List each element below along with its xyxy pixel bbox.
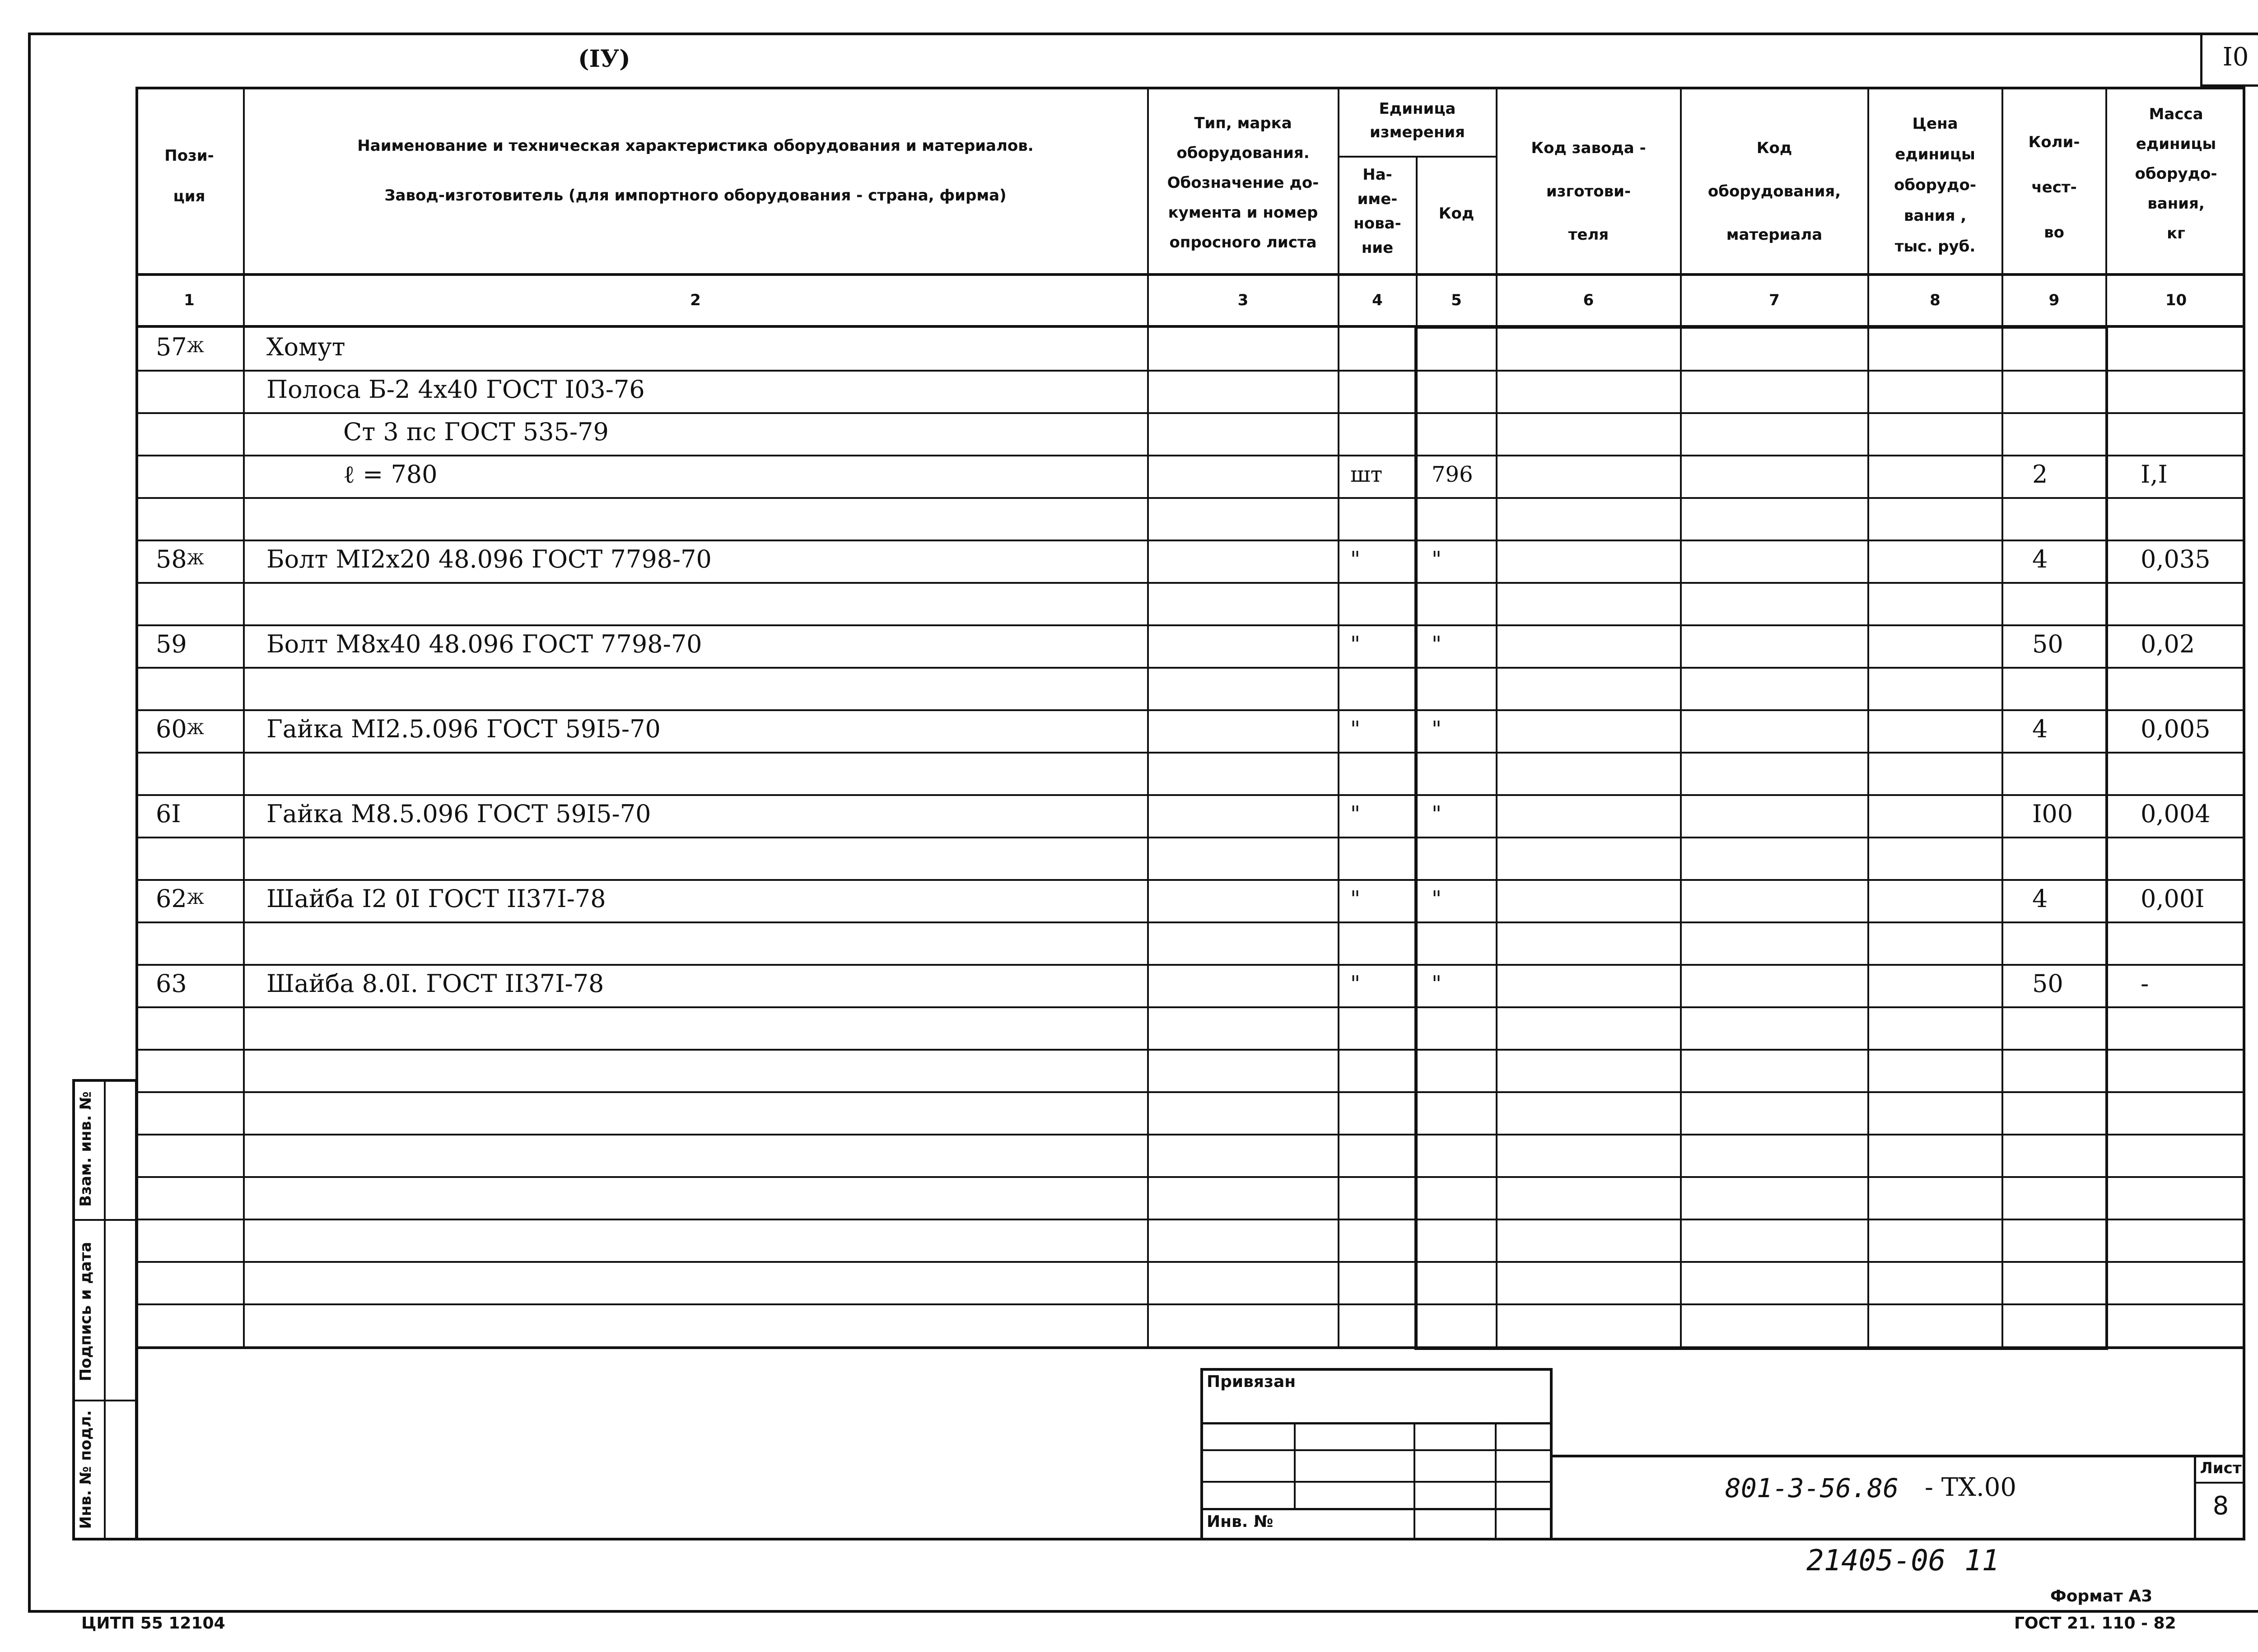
stamp-list-box — [2194, 1455, 2245, 1540]
stamp-vline-b — [1414, 1422, 1415, 1540]
header-col45-group: Единица измерения — [1370, 100, 1465, 141]
row-line — [135, 1303, 2245, 1305]
row-code: " — [1432, 547, 1442, 572]
handwritten-page: 11 — [1964, 1544, 2000, 1578]
header-col10: Масса единицы оборудо- вания, кг — [2135, 105, 2217, 242]
colnum-10: 10 — [2165, 291, 2187, 309]
side-strip-inner — [104, 1079, 106, 1540]
row-code: " — [1432, 717, 1442, 742]
colnum-9: 9 — [2048, 291, 2060, 309]
row-mark: Ж — [187, 550, 204, 568]
row-qty: 4 — [2032, 545, 2048, 573]
row-qty: 4 — [2032, 715, 2048, 743]
colnum-8: 8 — [1930, 291, 1941, 309]
col-line-2 — [1147, 87, 1149, 1346]
colnum-6: 6 — [1583, 291, 1594, 309]
row-name: Ст 3 пс ГОСТ 535-79 — [343, 418, 609, 446]
row-position: 59 — [156, 630, 187, 658]
stamp-doc-suffix: - ТХ.00 — [1925, 1473, 2016, 1502]
row-position: 63 — [156, 969, 187, 998]
body-bottom-line — [135, 1346, 2245, 1349]
header-col8: Цена единицы оборудо- вания , тыс. руб. — [1894, 115, 1976, 256]
row-name: Хомут — [266, 333, 345, 361]
row-line — [135, 964, 2245, 966]
header-col2-line2: Завод-изготовитель (для импортного оборудования - страна, фирма) — [384, 186, 1007, 205]
row-code: 796 — [1432, 462, 1473, 487]
side-label-vzam: Взам. инв. № — [77, 1091, 95, 1207]
row-name: Гайка М8.5.096 ГОСТ 59I5-70 — [266, 800, 651, 828]
top-label: (IУ) — [578, 45, 630, 73]
row-unit: " — [1350, 971, 1361, 996]
header-col7: Код оборудования, материала — [1707, 139, 1841, 244]
stamp-line-c — [1200, 1481, 1553, 1483]
row-mass: 0,02 — [2141, 630, 2195, 658]
row-line — [135, 1134, 2245, 1135]
stamp-line-b — [1200, 1449, 1553, 1451]
row-mass: 0,00I — [2141, 884, 2205, 913]
colnum-1: 1 — [184, 291, 195, 309]
row-line — [135, 624, 2245, 626]
stamp-line-d — [1200, 1508, 1553, 1510]
col-line-1 — [243, 87, 245, 1346]
row-code: " — [1432, 971, 1442, 996]
row-code: " — [1432, 801, 1442, 827]
row-line — [135, 370, 2245, 372]
handwritten-number: 21405-06 — [1806, 1544, 1946, 1578]
sheet-corner-box — [2200, 33, 2258, 87]
row-line — [135, 794, 2245, 796]
docblock-top-line — [1553, 1455, 2245, 1457]
side-label-podpis: Подпись и дата — [77, 1242, 95, 1382]
row-line — [135, 1176, 2245, 1178]
row-line — [135, 1261, 2245, 1263]
colnum-2: 2 — [690, 291, 701, 309]
stamp-line-a — [1200, 1422, 1553, 1424]
row-name: Болт М8х40 48.096 ГОСТ 7798-70 — [266, 630, 702, 658]
row-line — [135, 752, 2245, 754]
row-unit: " — [1350, 717, 1361, 742]
colnum-5: 5 — [1451, 291, 1462, 309]
row-line — [135, 540, 2245, 541]
row-name: Болт МI2х20 48.096 ГОСТ 7798-70 — [266, 545, 712, 573]
row-mass: 0,035 — [2141, 545, 2211, 573]
row-position: $62^Ж$ — [156, 884, 204, 913]
row-line — [135, 709, 2245, 711]
row-qty: 4 — [2032, 884, 2048, 913]
col-line-3 — [1338, 87, 1339, 1346]
header-col3: Тип, марка оборудования. Обозначение до- кумента и номер опросного листа — [1167, 114, 1319, 251]
row-line — [135, 921, 2245, 923]
row-code: " — [1432, 886, 1442, 912]
row-position: $58^Ж$ — [156, 545, 204, 573]
stamp-list-label: Лист — [2196, 1455, 2245, 1484]
row-mark: Ж — [187, 890, 204, 908]
row-position: $60^Ж$ — [156, 715, 204, 743]
stamp-list-number: 8 — [2212, 1491, 2229, 1521]
stamp-vline-c — [1495, 1422, 1497, 1540]
row-unit: " — [1350, 801, 1361, 827]
header-col5: Код — [1438, 205, 1474, 223]
row-name: Гайка МI2.5.096 ГОСТ 59I5-70 — [266, 715, 661, 743]
colnum-4: 4 — [1372, 291, 1383, 309]
sheet-corner-number: I0 — [2222, 42, 2249, 72]
stamp-vline-a — [1294, 1422, 1296, 1508]
row-name: Шайба 8.0I. ГОСТ II37I-78 — [266, 969, 604, 998]
row-unit: " — [1350, 886, 1361, 912]
colnum-3: 3 — [1237, 291, 1249, 309]
row-mass: 0,004 — [2141, 800, 2211, 828]
row-unit: " — [1350, 547, 1361, 572]
citp-label: ЦИТП 55 12104 — [81, 1614, 225, 1633]
row-name: ℓ = 780 — [343, 460, 438, 489]
row-line — [135, 582, 2245, 584]
row-line — [135, 837, 2245, 838]
row-line — [135, 412, 2245, 414]
stamp-privyazan: Привязан — [1207, 1373, 1296, 1391]
stamp-inv-no: Инв. № — [1207, 1512, 1274, 1531]
row-qty: 50 — [2032, 630, 2063, 658]
header-col6: Код завода - изготови- теля — [1531, 139, 1646, 244]
side-label-inv: Инв. № подл. — [77, 1410, 95, 1529]
header-bottom-line — [135, 273, 2245, 276]
header-col9: Коли- чест- во — [2028, 133, 2080, 242]
gost-label: ГОСТ 21. 110 - 82 — [2014, 1614, 2176, 1633]
row-mass: - — [2141, 969, 2149, 998]
format-label: Формат А3 — [2050, 1587, 2153, 1605]
row-mass: I,I — [2141, 460, 2168, 489]
row-name: Полоса Б-2 4х40 ГОСТ I03-76 — [266, 375, 645, 404]
row-line — [135, 1049, 2245, 1051]
row-qty: 2 — [2032, 460, 2048, 489]
colnum-7: 7 — [1769, 291, 1780, 309]
row-line — [135, 455, 2245, 456]
row-name: Шайба I2 0I ГОСТ II37I-78 — [266, 884, 606, 913]
row-mark: Ж — [187, 338, 204, 356]
row-qty: I00 — [2032, 800, 2073, 828]
row-line — [135, 1091, 2245, 1093]
row-mark: Ж — [187, 720, 204, 738]
header-col4: На- име- нова- ние — [1353, 166, 1401, 257]
row-mass: 0,005 — [2141, 715, 2211, 743]
row-unit: " — [1350, 632, 1361, 657]
header-col2-line1: Наименование и техническая характеристика оборудования и материалов. — [357, 137, 1034, 155]
row-qty: 50 — [2032, 969, 2063, 998]
row-line — [135, 1006, 2245, 1008]
row-line — [135, 879, 2245, 881]
row-line — [135, 667, 2245, 669]
stamp-doc-code: 801-3-56.86 — [1725, 1473, 1899, 1503]
row-line — [135, 497, 2245, 499]
row-line — [135, 1219, 2245, 1220]
row-position: $57^Ж$ — [156, 333, 204, 361]
row-position: 6I — [156, 800, 181, 828]
header-col1: Пози- ция — [164, 147, 214, 205]
row-unit: шт — [1350, 462, 1383, 487]
row-code: " — [1432, 632, 1442, 657]
